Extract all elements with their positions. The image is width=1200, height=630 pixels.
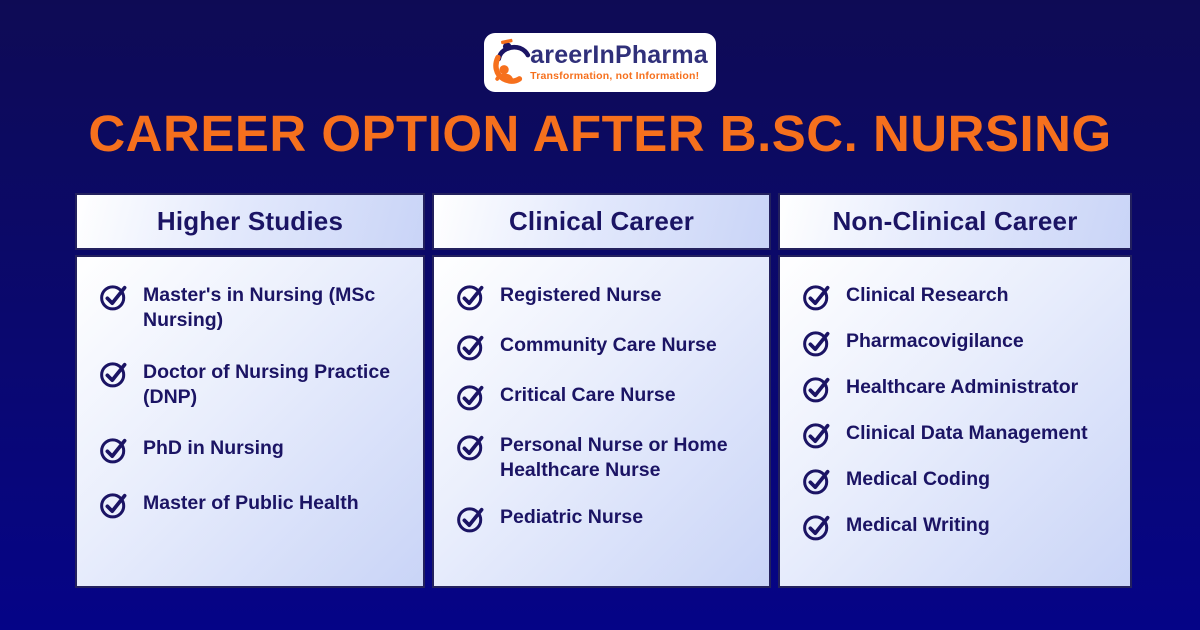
logo-tagline: Transformation, not Information! bbox=[530, 70, 700, 82]
career-list-item bbox=[456, 433, 755, 484]
career-column-2 bbox=[432, 193, 771, 588]
circled-checkmark-icon bbox=[99, 435, 129, 465]
circled-checkmark-icon bbox=[802, 374, 832, 404]
career-list-item bbox=[802, 329, 1116, 358]
career-item-label: Doctor of Nursing Practice (DNP) bbox=[143, 360, 391, 409]
circled-checkmark-icon bbox=[456, 282, 486, 312]
career-list-item bbox=[99, 283, 409, 334]
career-list-item bbox=[99, 360, 409, 411]
career-list-item bbox=[802, 513, 1116, 542]
circled-checkmark-icon bbox=[802, 328, 832, 358]
careerinpharma-logo bbox=[484, 33, 716, 92]
page-title: CAREER OPTION AFTER B.SC. NURSING bbox=[88, 105, 1112, 162]
career-item-label: Community Care Nurse bbox=[500, 334, 717, 356]
career-item-label: Medical Coding bbox=[846, 468, 991, 490]
column-header: Higher Studies bbox=[75, 193, 425, 250]
career-list-item bbox=[802, 467, 1116, 496]
logo-name: areerInPharma bbox=[530, 41, 708, 69]
career-list-item bbox=[99, 491, 409, 520]
career-item-label: Medical Writing bbox=[846, 514, 990, 536]
career-column-3 bbox=[778, 193, 1132, 588]
career-list-item bbox=[456, 383, 755, 412]
column-body bbox=[432, 255, 771, 588]
circled-checkmark-icon bbox=[802, 466, 832, 496]
career-list-item bbox=[802, 375, 1116, 404]
circled-checkmark-icon bbox=[99, 282, 129, 312]
career-item-label: Clinical Data Management bbox=[846, 422, 1088, 444]
career-item-label: Critical Care Nurse bbox=[500, 384, 676, 406]
circled-checkmark-icon bbox=[99, 359, 129, 389]
circled-checkmark-icon bbox=[99, 490, 129, 520]
career-item-label: PhD in Nursing bbox=[143, 437, 284, 460]
circled-checkmark-icon bbox=[456, 504, 486, 534]
career-item-label: Clinical Research bbox=[846, 284, 1009, 306]
career-item-label: Master of Public Health bbox=[143, 492, 359, 515]
career-list-item bbox=[802, 421, 1116, 450]
career-item-label: Master's in Nursing (MSc Nursing) bbox=[143, 284, 376, 332]
circled-checkmark-icon bbox=[456, 382, 486, 412]
career-list-item bbox=[802, 283, 1116, 312]
column-body bbox=[778, 255, 1132, 588]
circled-checkmark-icon bbox=[456, 332, 486, 362]
column-body bbox=[75, 255, 425, 588]
career-item-label: Registered Nurse bbox=[500, 284, 662, 306]
circled-checkmark-icon bbox=[802, 420, 832, 450]
logo-text-block bbox=[530, 43, 708, 82]
career-item-label: Personal Nurse or Home Healthcare Nurse bbox=[500, 434, 728, 482]
circled-checkmark-icon bbox=[456, 432, 486, 462]
career-item-label: Pharmacovigilance bbox=[846, 330, 1024, 352]
career-options-table bbox=[75, 193, 1132, 588]
career-item-label: Healthcare Administrator bbox=[846, 376, 1079, 398]
career-column-1 bbox=[75, 193, 425, 588]
circled-checkmark-icon bbox=[802, 282, 832, 312]
career-list-item bbox=[456, 333, 755, 362]
career-item-label: Pediatric Nurse bbox=[500, 505, 644, 528]
career-list-item bbox=[456, 505, 755, 534]
career-list-item bbox=[456, 283, 755, 312]
column-header: Non-Clinical Career bbox=[778, 193, 1132, 250]
column-header: Clinical Career bbox=[432, 193, 771, 250]
career-list-item bbox=[99, 436, 409, 465]
circled-checkmark-icon bbox=[802, 512, 832, 542]
careerinpharma-c-person-icon bbox=[488, 37, 534, 87]
